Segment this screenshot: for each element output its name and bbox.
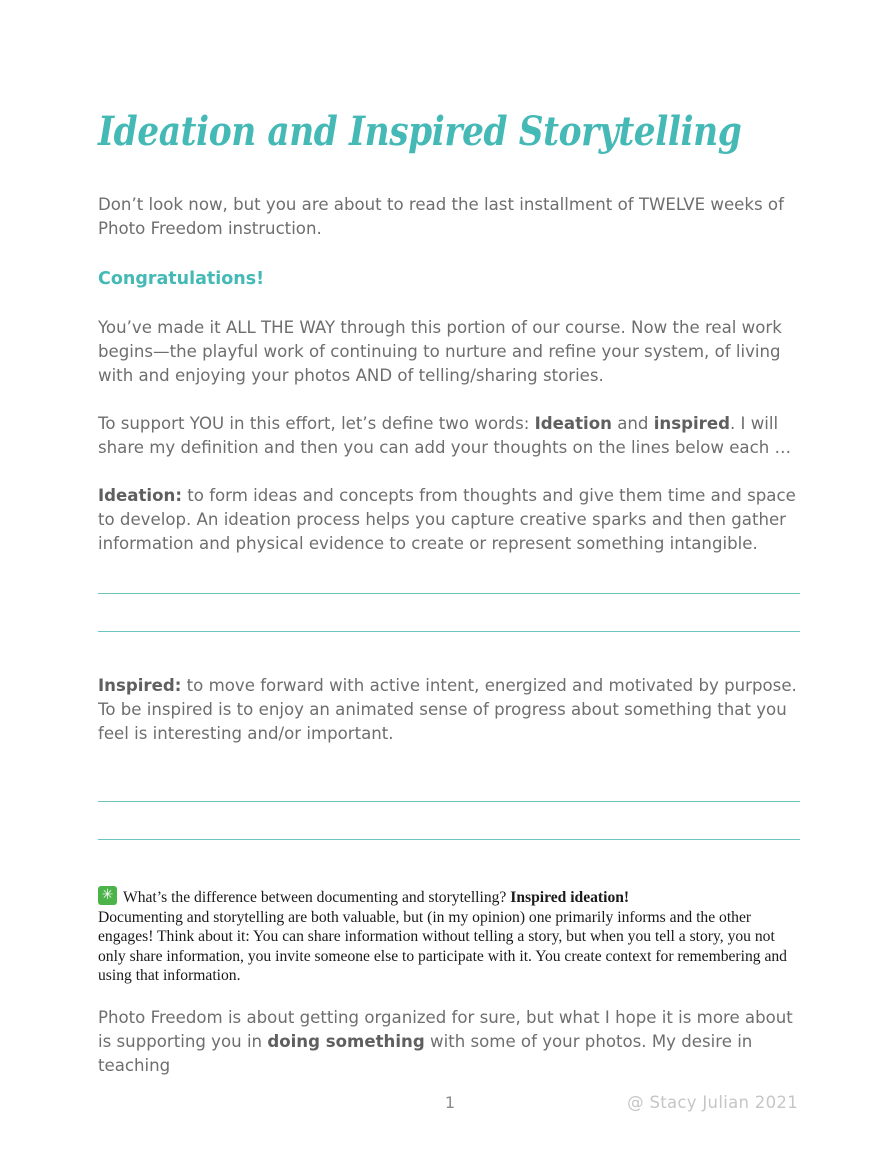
closing-text-before: Photo Freedom is about getting organized for sure, but what I hope it is more about is supporting you in (98, 1008, 793, 1051)
congratulations-heading: Congratulations! (98, 269, 265, 289)
support-paragraph (98, 412, 802, 460)
inspired-definition-text: to move forward with active intent, energized and motivated by purpose. To be inspired is to enjoy an animated sense of progress about something that you feel is interesting and/or important. (98, 676, 797, 743)
copyright-notice: @ Stacy Julian 2021 (627, 1093, 798, 1112)
word-ideation: Ideation (534, 414, 612, 433)
intro-paragraph: Don’t look now, but you are about to read the last installment of TWELVE weeks of Photo Freedom instruction. (98, 195, 784, 238)
closing-text-after: with some of your photos. My desire in teaching (98, 1032, 753, 1075)
inspired-term: Inspired: (98, 676, 182, 695)
inspired-writing-line-1[interactable] (98, 801, 800, 802)
inspired-definition (98, 674, 802, 746)
ideation-writing-line-1[interactable] (98, 593, 800, 594)
tip-box (98, 886, 798, 986)
tip-body: Documenting and storytelling are both valuable, but (in my opinion) one primarily informs and the other engages! Think about it: You can share information without telling a story, but when you tell a story, you not only share information, you invite someone else to participate with it. You create context for remembering and using that information. (98, 908, 787, 985)
page-number: 1 (444, 1093, 456, 1112)
closing-paragraph (98, 1006, 802, 1078)
support-text-middle: and (611, 414, 654, 433)
tip-question: What’s the difference between documenting and storytelling? (123, 889, 511, 906)
ideation-writing-line-2[interactable] (98, 631, 800, 632)
tip-answer: Inspired ideation! (510, 889, 630, 906)
page-title: Ideation and Inspired Storytelling (98, 108, 742, 155)
sparkle-icon (98, 886, 117, 905)
made-it-paragraph: You’ve made it ALL THE WAY through this portion of our course. Now the real work begins—the playful work of continuing to nurture and refine your system, of living with and enjoying your photos AND of telling/sharing stories. (98, 318, 782, 385)
ideation-definition-text: to form ideas and concepts from thoughts and give them time and space to develop. An ideation process helps you capture creative sparks and then gather information and physical evidence to create or represent something intangible. (98, 486, 796, 553)
ideation-definition (98, 484, 802, 556)
inspired-writing-line-2[interactable] (98, 839, 800, 840)
support-text-before: To support YOU in this effort, let’s define two words: (98, 414, 535, 433)
closing-emphasis: doing something (267, 1032, 425, 1051)
ideation-term: Ideation: (98, 486, 182, 505)
word-inspired: inspired (653, 414, 730, 433)
support-text-after: . I will share my definition and then you can add your thoughts on the lines below each … (98, 414, 792, 457)
